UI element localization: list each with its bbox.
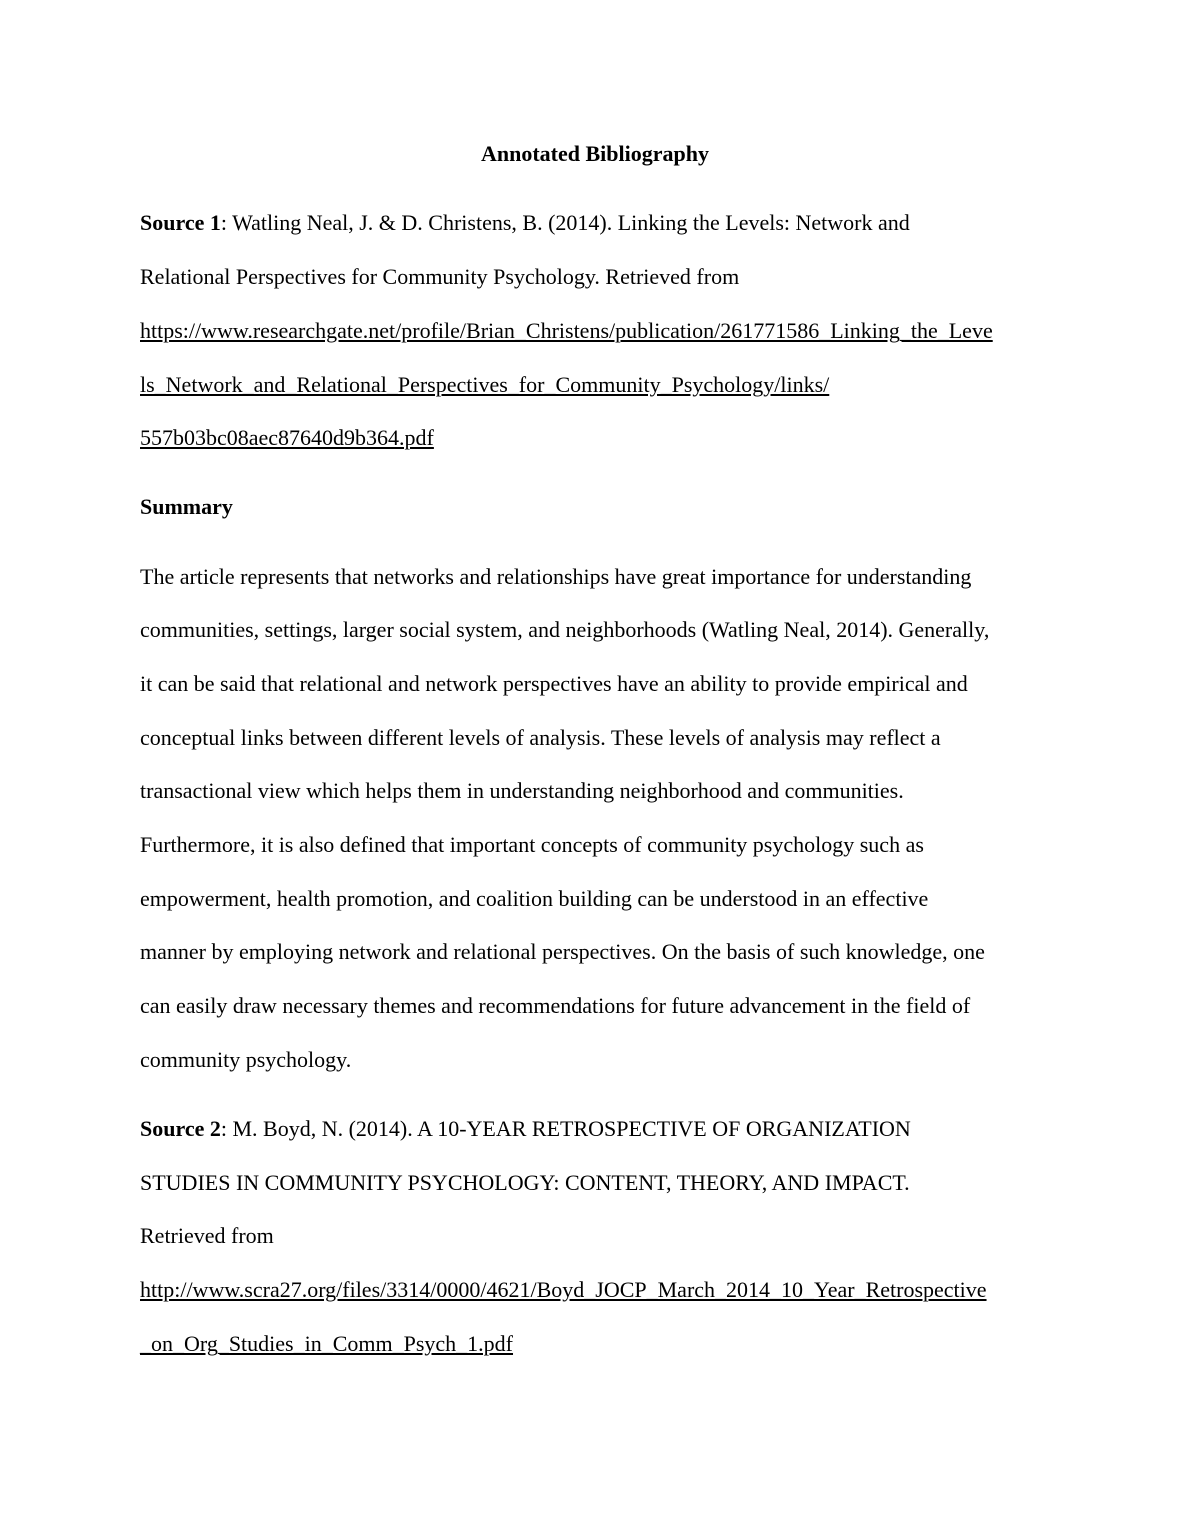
summary-line: communities, settings, larger social system, and neighborhoods (Watling Neal, 2014). Generally, xyxy=(140,617,990,642)
summary-line: community psychology. xyxy=(140,1047,352,1072)
summary-line: transactional view which helps them in understanding neighborhood and communities. xyxy=(140,778,904,803)
summary-line: The article represents that networks and relationships have great importance for understanding xyxy=(140,564,972,589)
summary-heading: Summary xyxy=(140,494,233,519)
source-1-label: Source 1 xyxy=(140,210,221,235)
summary-line: it can be said that relational and network perspectives have an ability to provide empirical and xyxy=(140,671,968,696)
source-2-citation-line-2: STUDIES IN COMMUNITY PSYCHOLOGY: CONTENT, THEORY, AND IMPACT. xyxy=(140,1170,910,1195)
source-1-url-line-2[interactable]: ls_Network_and_Relational_Perspectives_for_Community_Psychology/links/ xyxy=(140,372,830,397)
source-1-citation-line-2: Relational Perspectives for Community Psychology. Retrieved from xyxy=(140,264,740,289)
source-1-citation-line-1 xyxy=(140,209,910,237)
summary-line: empowerment, health promotion, and coalition building can be understood in an effective xyxy=(140,886,929,911)
source-1-url-line-3[interactable]: 557b03bc08aec87640d9b364.pdf xyxy=(140,425,434,450)
source-1-url-line-1[interactable]: https://www.researchgate.net/profile/Brian_Christens/publication/261771586_Linking_the_Leve xyxy=(140,318,993,343)
page-title: Annotated Bibliography xyxy=(481,141,709,166)
source-2-url-line-1[interactable]: http://www.scra27.org/files/3314/0000/4621/Boyd_JOCP_March_2014_10_Year_Retrospective xyxy=(140,1277,987,1302)
summary-line: conceptual links between different levels of analysis. These levels of analysis may reflect a xyxy=(140,725,941,750)
source-2-url-line-2[interactable]: _on_Org_Studies_in_Comm_Psych_1.pdf xyxy=(140,1331,514,1356)
source-2-label: Source 2 xyxy=(140,1116,221,1141)
source-1-citation-text: : Watling Neal, J. & D. Christens, B. (2014). Linking the Levels: Network and xyxy=(220,210,910,235)
source-2-citation-line-1 xyxy=(140,1115,911,1143)
summary-line: can easily draw necessary themes and recommendations for future advancement in the field of xyxy=(140,993,971,1018)
summary-line: Furthermore, it is also defined that important concepts of community psychology such as xyxy=(140,832,924,857)
summary-line: manner by employing network and relational perspectives. On the basis of such knowledge, one xyxy=(140,939,985,964)
source-2-citation-line-3: Retrieved from xyxy=(140,1223,274,1248)
source-2-citation-text: : M. Boyd, N. (2014). A 10-YEAR RETROSPECTIVE OF ORGANIZATION xyxy=(220,1116,911,1141)
